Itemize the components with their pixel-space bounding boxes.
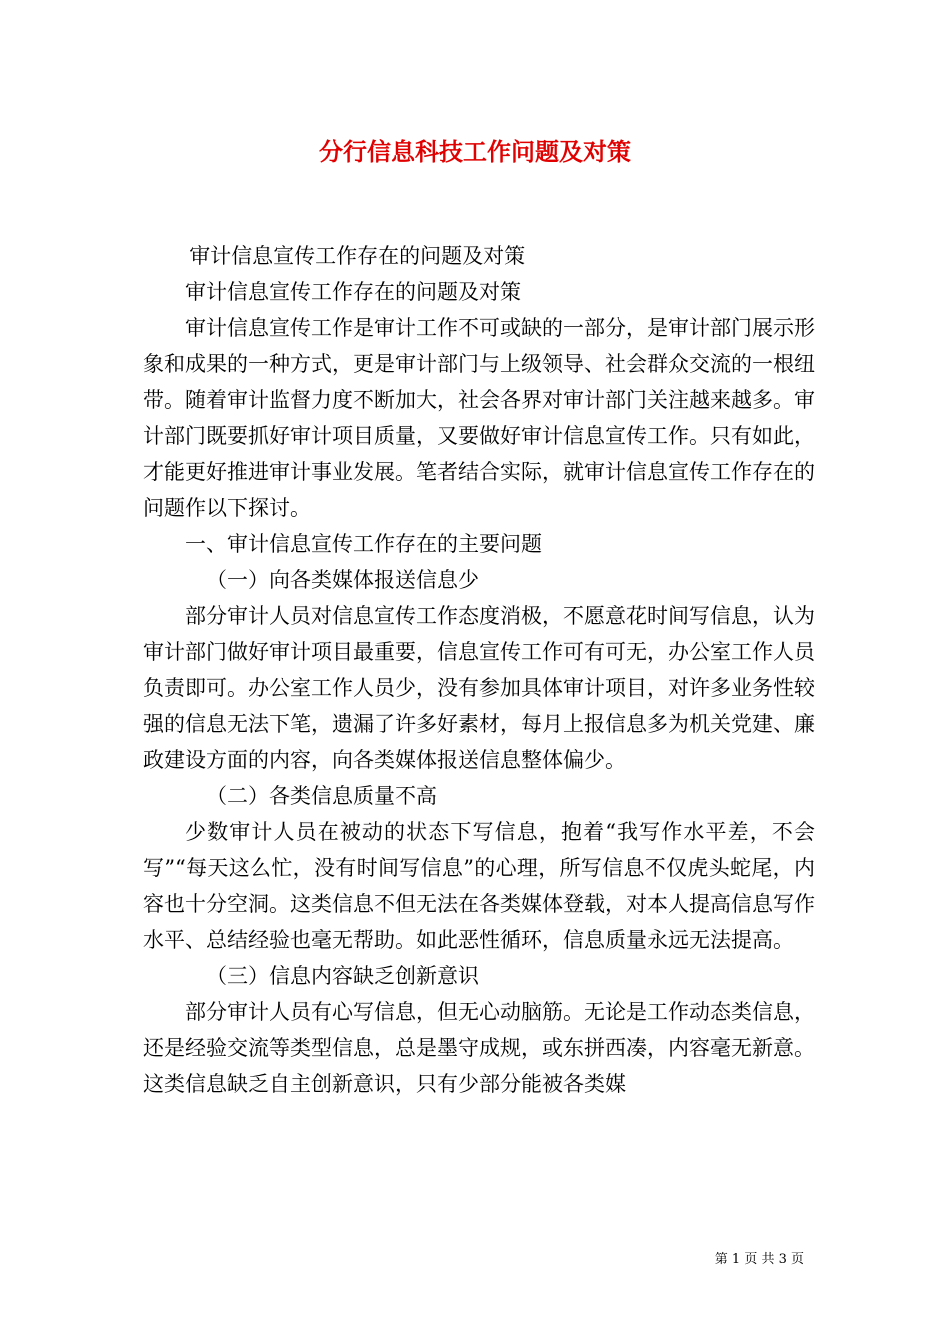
paragraph: 部分审计人员对信息宣传工作态度消极，不愿意花时间写信息，认为审计部门做好审计项目最重要，信息宣传工作可有可无，办公室工作人员负责即可。办公室工作人员少，没有参加具体审计项目，对许多业务性较强的信息无法下笔，遗漏了许多好素材，每月上报信息多为机关党建、廉政建设方面的内容，向各类媒体报送信息整体偏少。 xyxy=(143,604,815,772)
paragraph: 少数审计人员在被动的状态下写信息，抱着“我写作水平差，不会写”“每天这么忙，没有时间写信息”的心理，所写信息不仅虎头蛇尾，内容也十分空洞。这类信息不但无法在各类媒体登载，对本人提高信息写作水平、总结经验也毫无帮助。如此恶性循环，信息质量永远无法提高。 xyxy=(143,820,815,952)
paragraph: （三）信息内容缺乏创新意识 xyxy=(206,964,479,988)
page-footer: 第 1 页 共 3 页 xyxy=(714,1252,804,1267)
document-body xyxy=(143,238,815,1102)
paragraph: （二）各类信息质量不高 xyxy=(206,784,437,808)
paragraph: 一、审计信息宣传工作存在的主要问题 xyxy=(185,532,542,556)
document-title: 分行信息科技工作问题及对策 xyxy=(319,137,631,166)
paragraph: 审计信息宣传工作存在的问题及对策 xyxy=(189,244,526,268)
paragraph: 审计信息宣传工作是审计工作不可或缺的一部分，是审计部门展示形象和成果的一种方式，更是审计部门与上级领导、社会群众交流的一根纽带。随着审计监督力度不断加大，社会各界对审计部门关注越来越多。审计部门既要抓好审计项目质量，又要做好审计信息宣传工作。只有如此，才能更好推进审计事业发展。笔者结合实际，就审计信息宣传工作存在的问题作以下探讨。 xyxy=(143,316,815,520)
paragraph: 部分审计人员有心写信息，但无心动脑筋。无论是工作动态类信息，还是经验交流等类型信息，总是墨守成规，或东拼西凑，内容毫无新意。这类信息缺乏自主创新意识，只有少部分能被各类媒 xyxy=(143,1000,815,1096)
paragraph: 审计信息宣传工作存在的问题及对策 xyxy=(185,280,521,304)
paragraph: （一）向各类媒体报送信息少 xyxy=(206,568,479,592)
